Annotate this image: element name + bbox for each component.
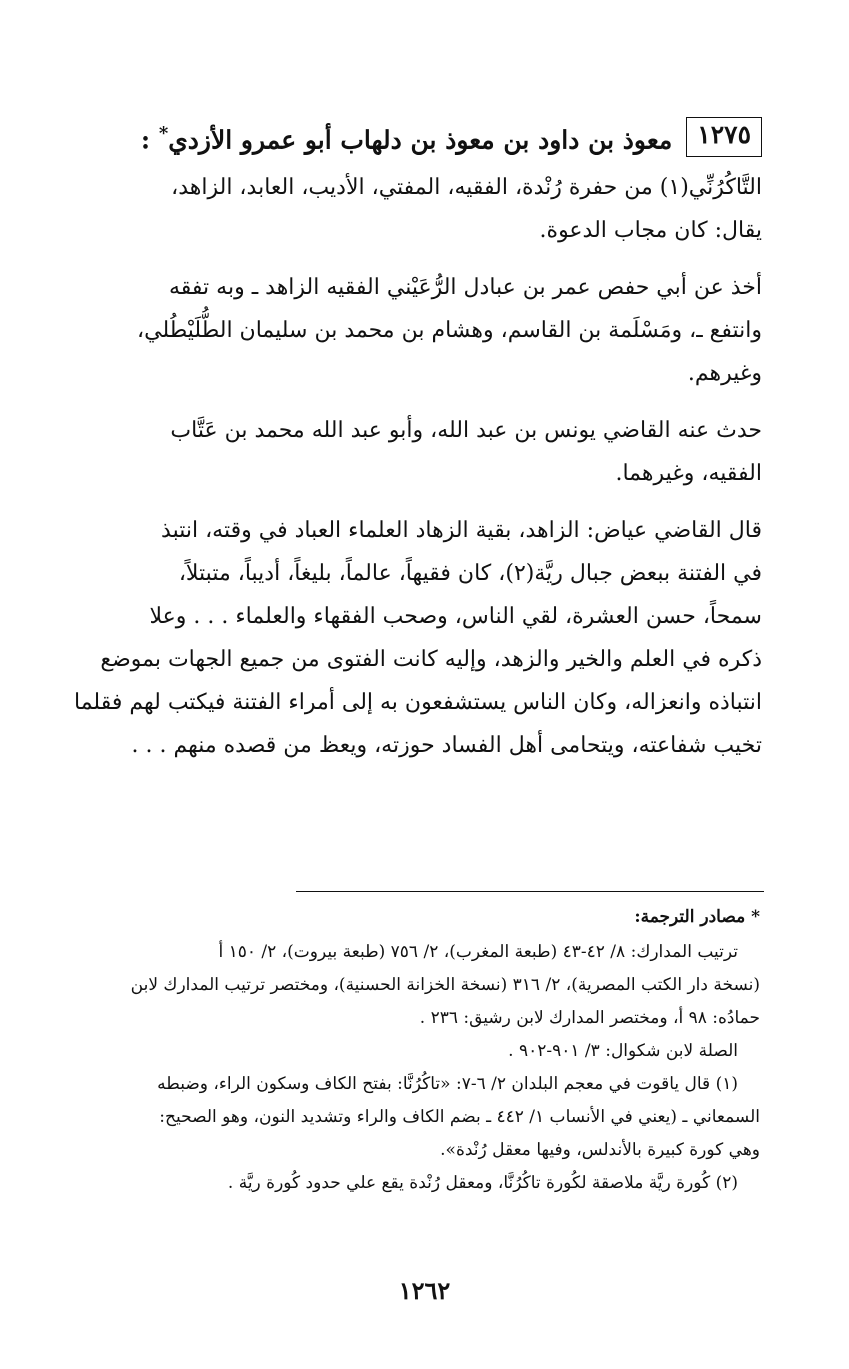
footnote-line: السمعاني ـ (يعني في الأنساب ١/ ٤٤٢ ـ بضم الكاف والراء وتشديد النون، وهو الصحيح: [159, 1107, 760, 1127]
body-line: وغيرهم. [687, 361, 762, 386]
source-line: (نسخة دار الكتب المصرية)، ٢/ ٣١٦ (نسخة الخزانة الحسنية)، ومختصر ترتيب المدارك لابن [130, 975, 760, 995]
body-line: سمحاً، حسن العشرة، لقي الناس، وصحب الفقهاء والعلماء . . . وعلا [149, 604, 762, 629]
body-line: وانتفع ـ، ومَسْلَمة بن القاسم، وهشام بن محمد بن سليمان الطُّلَيْطُلي، [137, 318, 762, 343]
body-line: التَّاكُرُنِّي(١) من حفرة رُنْدة، الفقيه، المفتي، الأديب، العابد، الزاهد، [171, 175, 762, 200]
sources-heading: * مصادر الترجمة: [634, 907, 760, 927]
title-colon: : [140, 125, 151, 155]
body-line: حدث عنه القاضي يونس بن عبد الله، وأبو عبد الله محمد بن عَتَّاب [170, 418, 762, 443]
entry-title-text: معوذ بن داود بن معوذ بن دلهاب أبو عمرو الأزدي [168, 125, 673, 155]
footnote-line: (١) قال ياقوت في معجم البلدان ٢/ ٦-٧: «تاكُرُنَّا: بفتح الكاف وسكون الراء، وضبطه [157, 1074, 738, 1094]
footnote-line: وهي كورة كبيرة بالأندلس، وفيها معقل رُنْدة». [440, 1140, 760, 1160]
footnote-line: (٢) كُورة ريَّة ملاصقة لكُورة تاكُرُنَّا، ومعقل رُنْدة يقع علي حدود كُورة ريَّة . [227, 1173, 738, 1193]
body-line: تخيب شفاعته، ويتحامى أهل الفساد حوزته، ويعظ من قصده منهم . . . [131, 733, 762, 758]
body-line: الفقيه، وغيرهما. [615, 461, 762, 486]
footnote-divider [296, 891, 764, 892]
footnotes-section [38, 904, 760, 1200]
body-line: ذكره في العلم والخير والزهد، وإليه كانت الفتوى من جميع الجهات بموضع [100, 647, 762, 672]
sources-marker: * [158, 122, 169, 144]
body-line: يقال: كان مجاب الدعوة. [539, 218, 762, 243]
source-line: ترتيب المدارك: ٨/ ٤٢-٤٣ (طبعة المغرب)، ٢/ ٧٥٦ (طبعة بيروت)، ٢/ ١٥٠ أ [218, 942, 738, 962]
body-line: في الفتنة ببعض جبال ريَّة(٢)، كان فقيهاً، عالماً، بليغاً، أديباً، متبتلاً، [178, 561, 762, 586]
source-line: حمادُه: ٩٨ أ، ومختصر المدارك لابن رشيق: ٢٣٦ . [419, 1008, 760, 1028]
body-line: قال القاضي عياض: الزاهد، بقية الزهاد العلماء العباد في وقته، انتبذ [161, 518, 762, 543]
entry-number-box: ١٢٧٥ [686, 117, 762, 157]
entry-title [141, 119, 672, 155]
main-text [50, 108, 762, 767]
entry-heading [50, 108, 762, 166]
source-line: الصلة لابن شكوال: ٣/ ٩٠١-٩٠٢ . [508, 1041, 738, 1061]
page-number: ١٢٦٢ [398, 1276, 451, 1305]
body-line: انتباذه وانعزاله، وكان الناس يستشفعون به إلى أمراء الفتنة فيكتب لهم فقلما [74, 690, 762, 715]
body-line: أخذ عن أبي حفص عمر بن عبادل الرُّعَيْني الفقيه الزاهد ـ وبه تفقه [169, 275, 762, 300]
